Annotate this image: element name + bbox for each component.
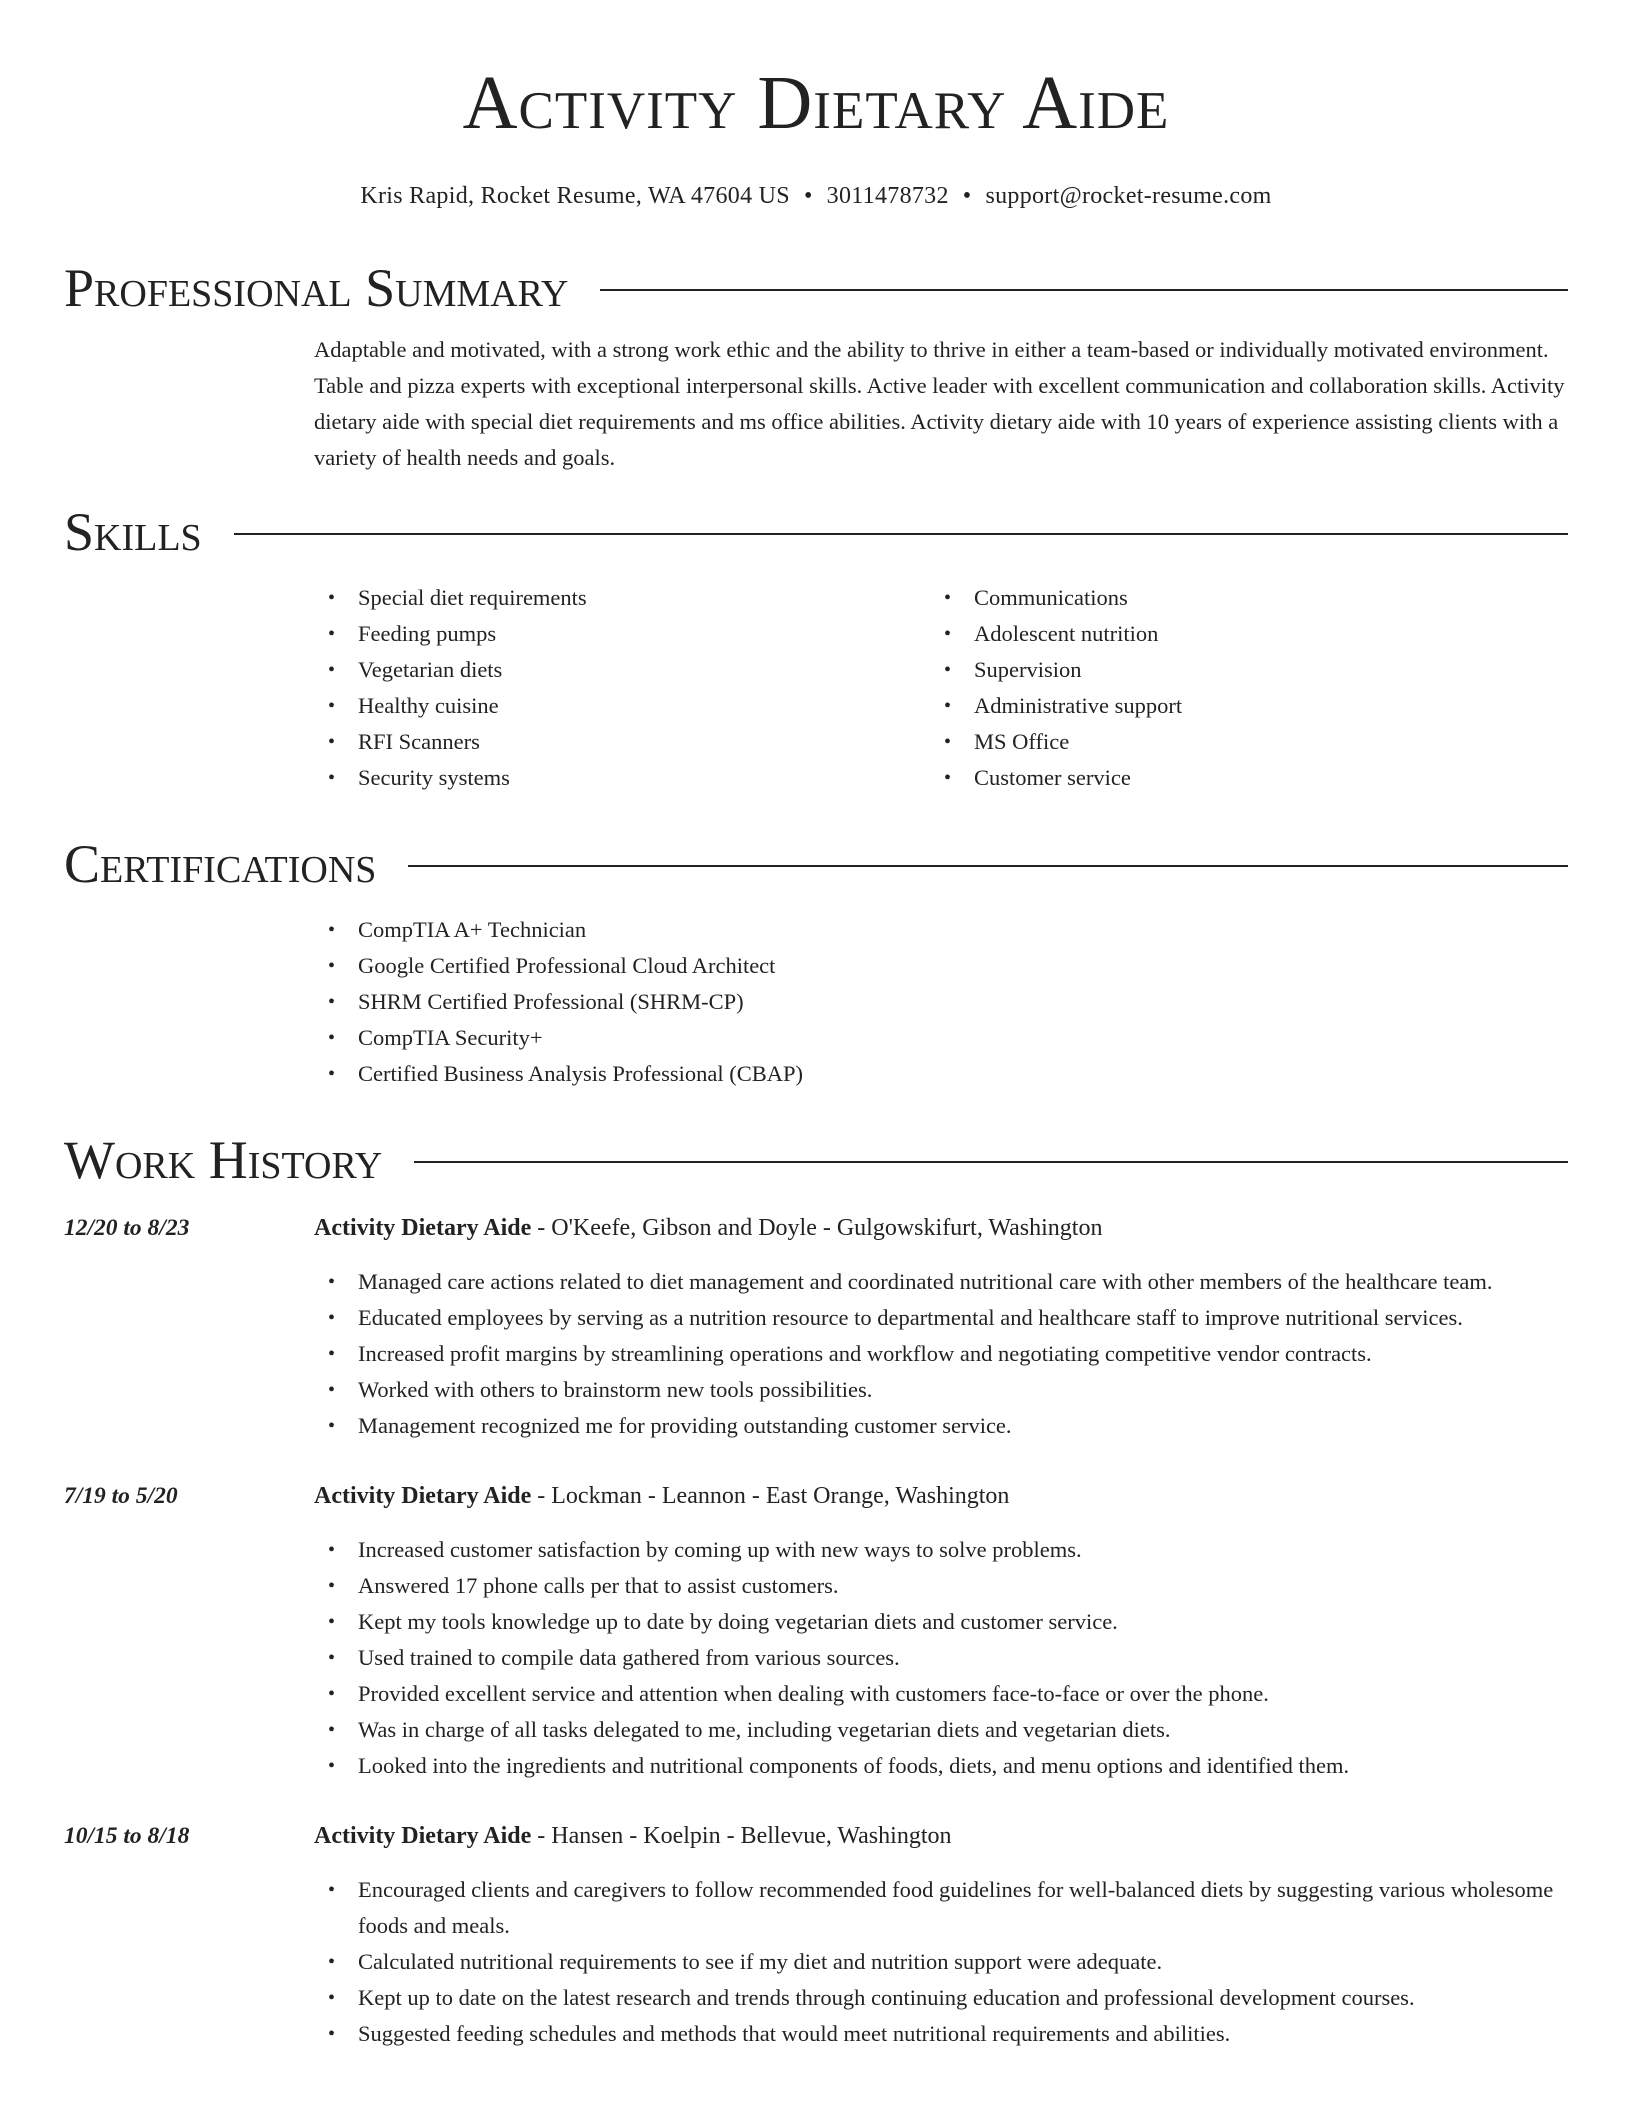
job-bullets <box>314 1872 1568 2052</box>
list-item: • Educated employees by serving as a nutrition resource to departmental and healthcare staff to improve nutritional services. <box>314 1300 1568 1336</box>
skills-column-left <box>314 580 930 796</box>
section-title: Skills <box>64 502 202 562</box>
summary-text: Adaptable and motivated, with a strong work ethic and the ability to thrive in either a team-based or individually motivated environment. Table and pizza experts with exceptional interpersonal skills. Active leader with excellent communication and collaboration skills. Activity dietary aide with special diet requirements and ms office abilities. Activity dietary aide with 10 years of experience assisting clients with a variety of health needs and goals. <box>314 337 1565 470</box>
list-item: • MS Office <box>930 724 1546 760</box>
list-item: • Kept up to date on the latest research and trends through continuing education and professional development courses. <box>314 1980 1568 2016</box>
section-header <box>64 1120 1568 1200</box>
skills-column-right <box>930 580 1546 796</box>
section-title: Work History <box>64 1130 383 1190</box>
skills-grid <box>314 580 1568 796</box>
list-item: • Certified Business Analysis Professional (CBAP) <box>314 1056 1568 1092</box>
job-heading <box>314 1210 1568 1246</box>
job-employer: - Hansen - Koelpin - Bellevue, Washington <box>531 1823 952 1849</box>
list-item: • Was in charge of all tasks delegated to me, including vegetarian diets and vegetarian diets. <box>314 1712 1568 1748</box>
job-bullets <box>314 1532 1568 1784</box>
job-entry <box>64 1818 1568 2052</box>
job-entry <box>64 1478 1568 1784</box>
list-item: • Vegetarian diets <box>314 652 930 688</box>
resume-name: Activity Dietary Aide <box>462 61 1170 145</box>
summary-section <box>64 248 1568 476</box>
job-dates: 12/20 to 8/23 <box>64 1215 190 1241</box>
list-item: • CompTIA A+ Technician <box>314 912 1568 948</box>
section-divider <box>408 865 1568 867</box>
certifications-section <box>64 824 1568 1092</box>
list-item: • Increased customer satisfaction by coming up with new ways to solve problems. <box>314 1532 1568 1568</box>
job-entry <box>64 1210 1568 1444</box>
list-item: • SHRM Certified Professional (SHRM-CP) <box>314 984 1568 1020</box>
list-item: • Security systems <box>314 760 930 796</box>
work-history-section <box>64 1120 1568 2052</box>
list-item: • Worked with others to brainstorm new tools possibilities. <box>314 1372 1568 1408</box>
list-item: • Google Certified Professional Cloud Architect <box>314 948 1568 984</box>
list-item: • Provided excellent service and attention when dealing with customers face-to-face or over the phone. <box>314 1676 1568 1712</box>
work-history-list <box>64 1210 1568 2052</box>
job-dates: 7/19 to 5/20 <box>64 1483 178 1509</box>
job-dates: 10/15 to 8/18 <box>64 1823 190 1849</box>
job-title: Activity Dietary Aide <box>314 1823 532 1849</box>
contact-address: Kris Rapid, Rocket Resume, WA 47604 US <box>360 183 790 209</box>
list-item: • Encouraged clients and caregivers to follow recommended food guidelines for well-balanced diets by suggesting various wholesome foods and meals. <box>314 1872 1568 1944</box>
section-header <box>64 824 1568 904</box>
list-item: • Kept my tools knowledge up to date by doing vegetarian diets and customer service. <box>314 1604 1568 1640</box>
list-item: • Looked into the ingredients and nutritional components of foods, diets, and menu options and identified them. <box>314 1748 1568 1784</box>
contact-separator: • <box>962 183 972 209</box>
contact-phone: 3011478732 <box>826 183 949 209</box>
job-bullets <box>314 1264 1568 1444</box>
contact-email: support@rocket-resume.com <box>985 183 1272 209</box>
section-header <box>64 248 1568 328</box>
list-item: • Supervision <box>930 652 1546 688</box>
job-title: Activity Dietary Aide <box>314 1215 532 1241</box>
list-item: • Used trained to compile data gathered from various sources. <box>314 1640 1568 1676</box>
certifications-list <box>314 912 1568 1092</box>
section-title: Certifications <box>64 834 377 894</box>
list-item: • Adolescent nutrition <box>930 616 1546 652</box>
list-item: • Suggested feeding schedules and methods that would meet nutritional requirements and abilities. <box>314 2016 1568 2052</box>
list-item: • Calculated nutritional requirements to see if my diet and nutrition support were adequate. <box>314 1944 1568 1980</box>
skills-section <box>64 492 1568 796</box>
list-item: • Communications <box>930 580 1546 616</box>
list-item: • Customer service <box>930 760 1546 796</box>
job-heading <box>314 1478 1568 1514</box>
list-item: • Management recognized me for providing outstanding customer service. <box>314 1408 1568 1444</box>
job-heading <box>314 1818 1568 1854</box>
list-item: • Increased profit margins by streamlining operations and workflow and negotiating competitive vendor contracts. <box>314 1336 1568 1372</box>
job-details <box>314 1478 1568 1784</box>
list-item: • Special diet requirements <box>314 580 930 616</box>
list-item: • RFI Scanners <box>314 724 930 760</box>
contact-separator: • <box>803 183 813 209</box>
list-item: • Healthy cuisine <box>314 688 930 724</box>
job-employer: - Lockman - Leannon - East Orange, Washington <box>531 1483 1010 1509</box>
job-details <box>314 1210 1568 1444</box>
list-item: • Answered 17 phone calls per that to assist customers. <box>314 1568 1568 1604</box>
job-title: Activity Dietary Aide <box>314 1483 532 1509</box>
section-title: Professional Summary <box>64 258 569 318</box>
section-divider <box>234 533 1568 535</box>
list-item: • Administrative support <box>930 688 1546 724</box>
section-divider <box>414 1161 1568 1163</box>
section-header <box>64 492 1568 572</box>
list-item: • Feeding pumps <box>314 616 930 652</box>
job-employer: - O'Keefe, Gibson and Doyle - Gulgowskifurt, Washington <box>531 1215 1103 1241</box>
section-divider <box>600 289 1568 291</box>
job-details <box>314 1818 1568 2052</box>
list-item: • CompTIA Security+ <box>314 1020 1568 1056</box>
list-item: • Managed care actions related to diet management and coordinated nutritional care with other members of the healthcare team. <box>314 1264 1568 1300</box>
contact-line <box>64 180 1568 212</box>
